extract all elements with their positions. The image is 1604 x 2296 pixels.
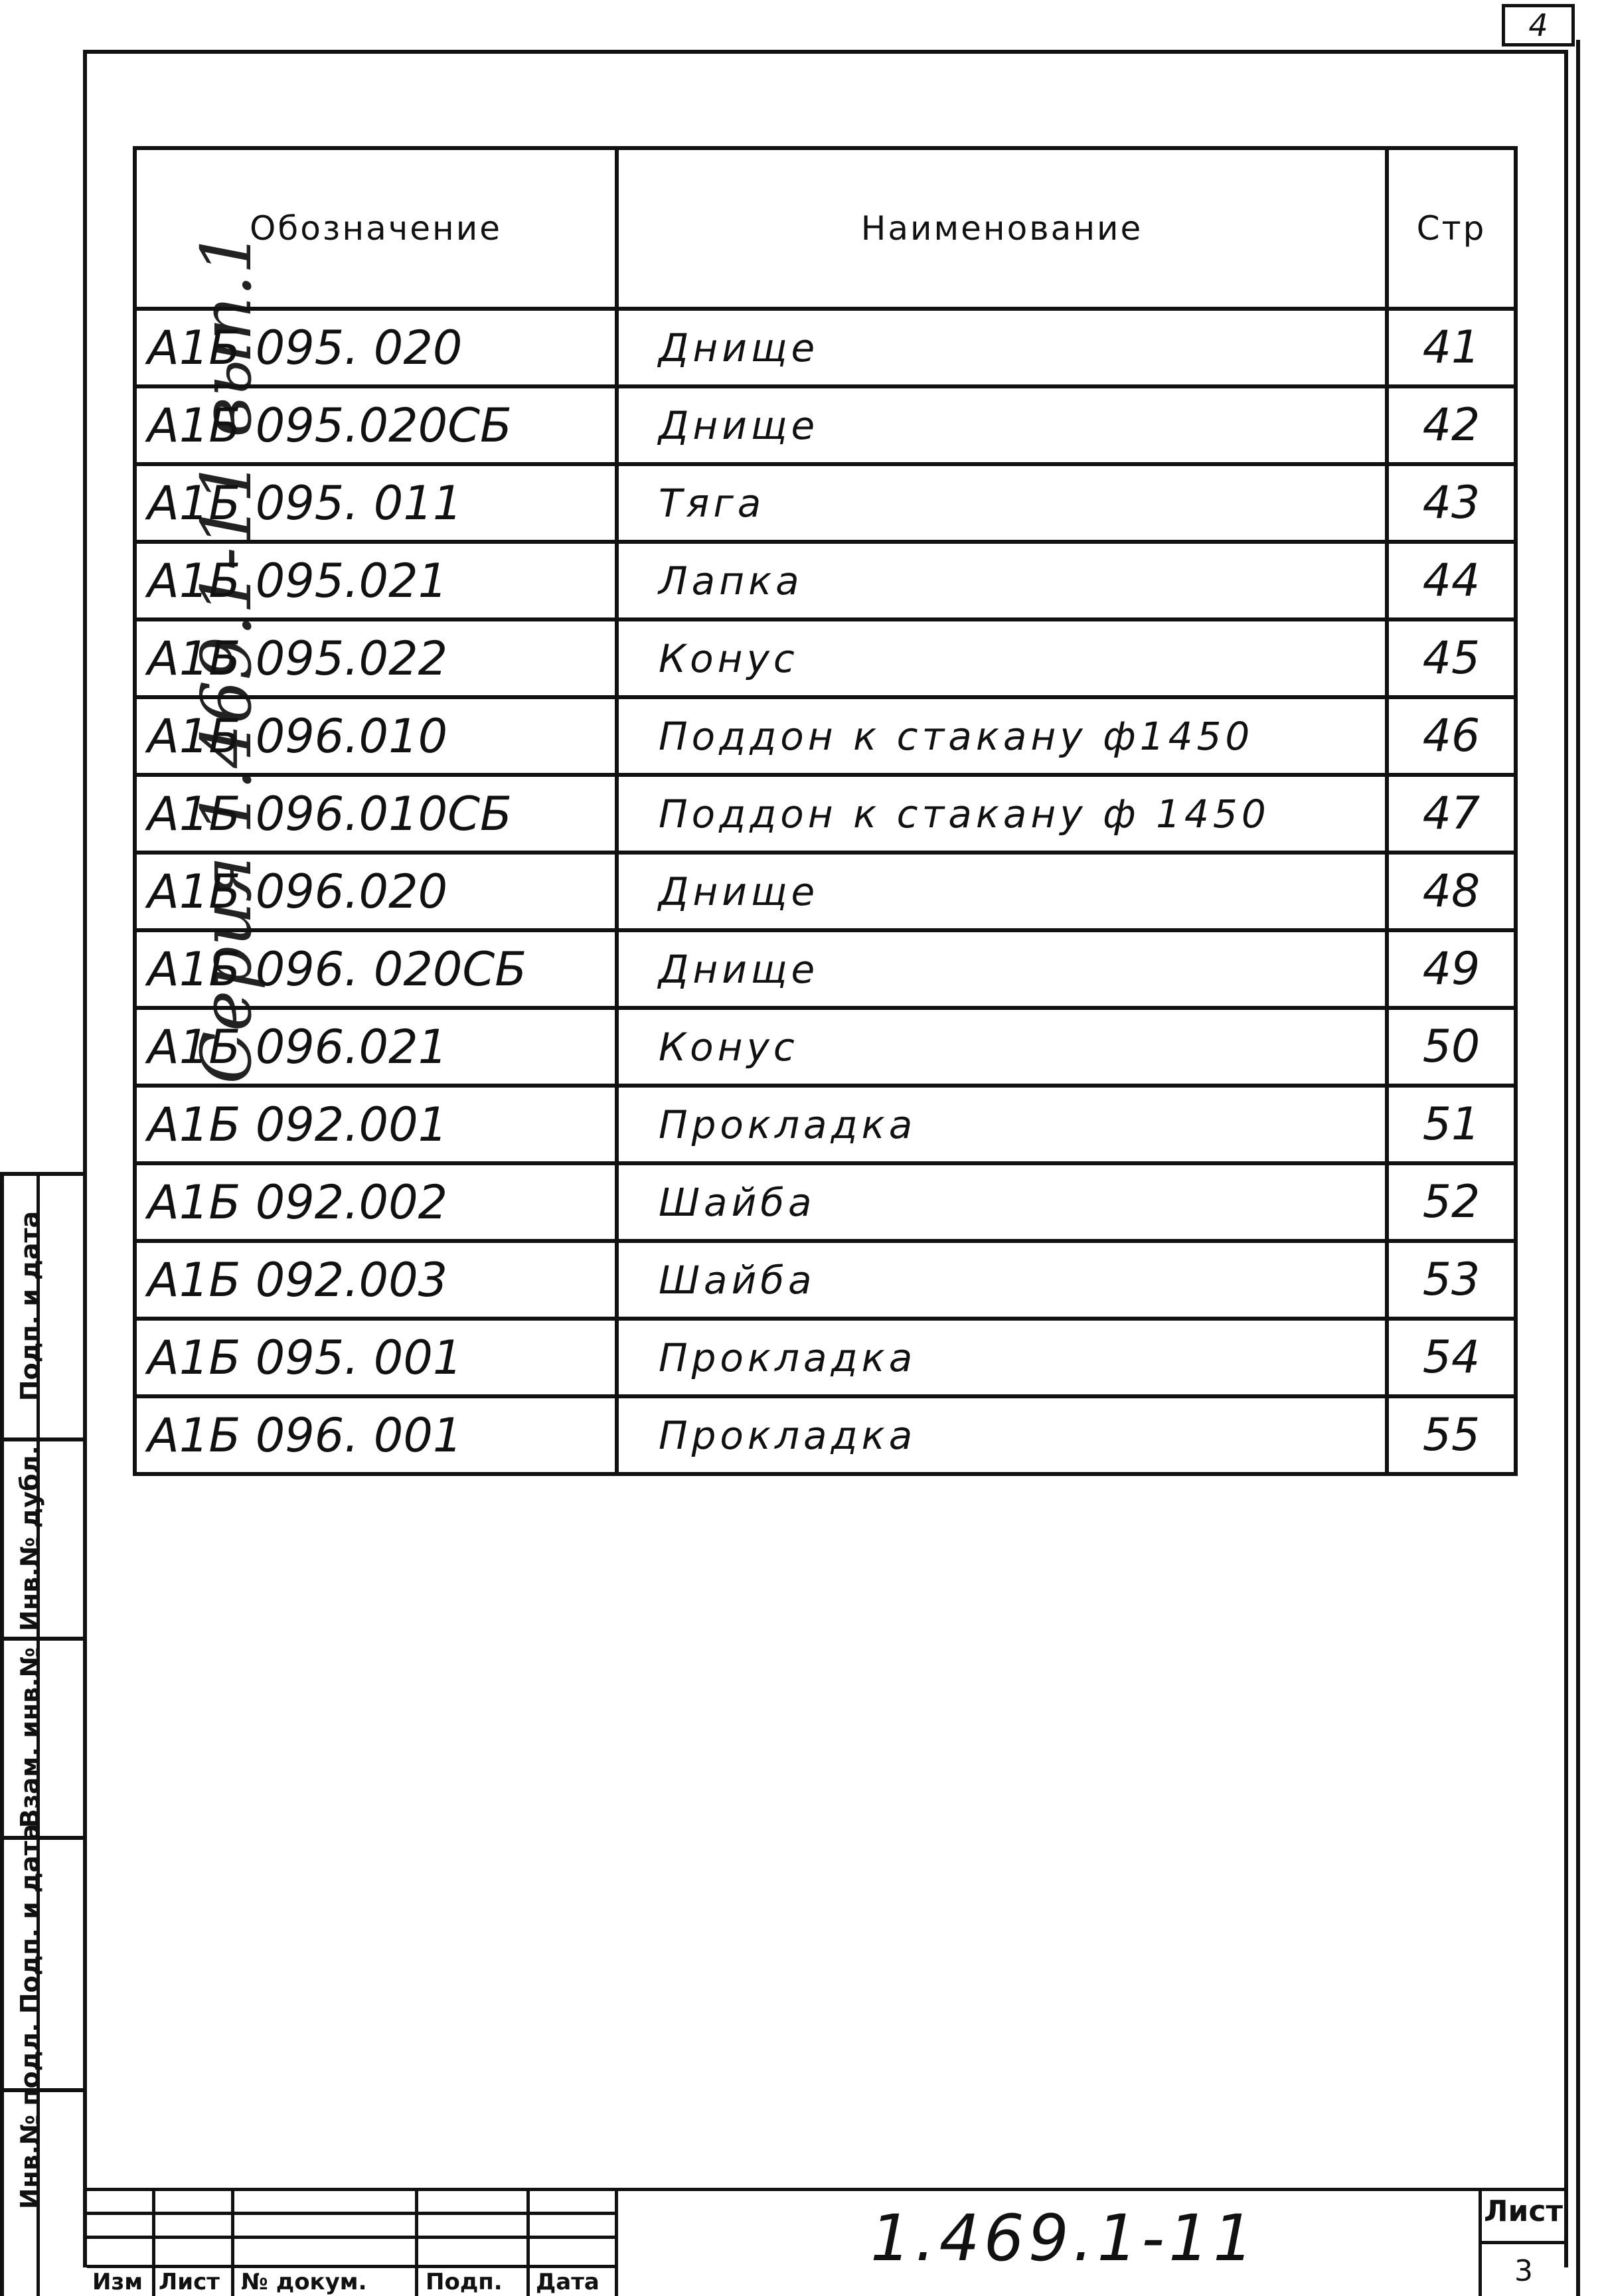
table-row [135, 1008, 1516, 1086]
cell-name: Тяга [617, 464, 1387, 542]
cell-page: 52 [1387, 1163, 1516, 1241]
table-row [135, 930, 1516, 1008]
series-note: Серия 1.469.1-11 вып.1 [186, 230, 267, 1084]
cell-name: Днище [617, 853, 1387, 930]
document-number: 1.469.1-11 [870, 2201, 1258, 2275]
title-col-data: Дата [536, 2269, 600, 2295]
cell-code: А1Б 092.002 [135, 1163, 617, 1241]
title-col-podp: Подп. [426, 2269, 503, 2295]
cell-code: А1Б 095.020СБ [135, 386, 617, 464]
margin-stamp-column [0, 1172, 83, 2296]
specification-table [133, 146, 1518, 1476]
cell-code: А1Б 095. 011 [135, 464, 617, 542]
cell-name: Днище [617, 386, 1387, 464]
cell-name: Конус [617, 1008, 1387, 1086]
cell-page: 46 [1387, 697, 1516, 775]
right-border-rule [1576, 40, 1580, 2296]
cell-page: 55 [1387, 1396, 1516, 1474]
cell-page: 49 [1387, 930, 1516, 1008]
table-row [135, 1241, 1516, 1319]
cell-name: Шайба [617, 1241, 1387, 1319]
cell-code: А1Б 096. 020СБ [135, 930, 617, 1008]
margin-label-vzam-inv: Взам. инв.№ [15, 1647, 44, 1829]
cell-code: А1Б 096.010 [135, 697, 617, 775]
cell-page: 48 [1387, 853, 1516, 930]
cell-name: Поддон к стакану ф1450 [617, 697, 1387, 775]
cell-page: 54 [1387, 1319, 1516, 1396]
title-col-doc: № докум. [241, 2269, 367, 2295]
cell-name: Конус [617, 619, 1387, 697]
cell-code: А1Б 096.020 [135, 853, 617, 930]
table-row [135, 464, 1516, 542]
cell-code: А1Б 095. 020 [135, 309, 617, 386]
table-header-row [135, 148, 1516, 309]
cell-page: 44 [1387, 542, 1516, 619]
cell-page: 43 [1387, 464, 1516, 542]
cell-name: Днище [617, 930, 1387, 1008]
cell-name: Днище [617, 309, 1387, 386]
title-col-izm: Изм [92, 2269, 143, 2295]
table-row [135, 1086, 1516, 1163]
cell-page: 50 [1387, 1008, 1516, 1086]
margin-label-inv-dubl: Инв.№ дубл. [15, 1445, 44, 1631]
cell-name: Шайба [617, 1163, 1387, 1241]
cell-page: 47 [1387, 775, 1516, 853]
sheet-label: Лист [1484, 2194, 1563, 2228]
cell-code: А1Б 095.022 [135, 619, 617, 697]
margin-label-inv-podl: Инв.№ подл. Подп. и дата [15, 1823, 44, 2210]
cell-code: А1Б 092.001 [135, 1086, 617, 1163]
margin-label-podp-data: Подп. и дата [15, 1210, 44, 1402]
title-block [87, 2188, 1568, 2296]
header-name: Наименование [617, 148, 1387, 309]
cell-name: Прокладка [617, 1086, 1387, 1163]
cell-page: 51 [1387, 1086, 1516, 1163]
table-row [135, 309, 1516, 386]
cell-code: А1Б 096.021 [135, 1008, 617, 1086]
cell-page: 45 [1387, 619, 1516, 697]
cell-name: Прокладка [617, 1319, 1387, 1396]
sheet-number: 3 [1514, 2254, 1533, 2288]
table-row [135, 697, 1516, 775]
cell-code: А1Б 096.010СБ [135, 775, 617, 853]
cell-name: Поддон к стакану ф 1450 [617, 775, 1387, 853]
header-page: Стр [1387, 148, 1516, 309]
table-row [135, 1319, 1516, 1396]
table-row [135, 386, 1516, 464]
table-row [135, 853, 1516, 930]
cell-page: 53 [1387, 1241, 1516, 1319]
title-col-list: Лист [159, 2269, 220, 2295]
table-row [135, 1163, 1516, 1241]
cell-page: 42 [1387, 386, 1516, 464]
cell-code: А1Б 095. 001 [135, 1319, 617, 1396]
table-row [135, 1396, 1516, 1474]
cell-code: А1Б 092.003 [135, 1241, 617, 1319]
sheet-tag: 4 [1502, 4, 1575, 46]
table-row [135, 619, 1516, 697]
cell-code: А1Б 095.021 [135, 542, 617, 619]
cell-page: 41 [1387, 309, 1516, 386]
cell-code: А1Б 096. 001 [135, 1396, 617, 1474]
table-row [135, 775, 1516, 853]
cell-name: Прокладка [617, 1396, 1387, 1474]
cell-name: Лапка [617, 542, 1387, 619]
table-row [135, 542, 1516, 619]
header-code: Обозначение [135, 148, 617, 309]
